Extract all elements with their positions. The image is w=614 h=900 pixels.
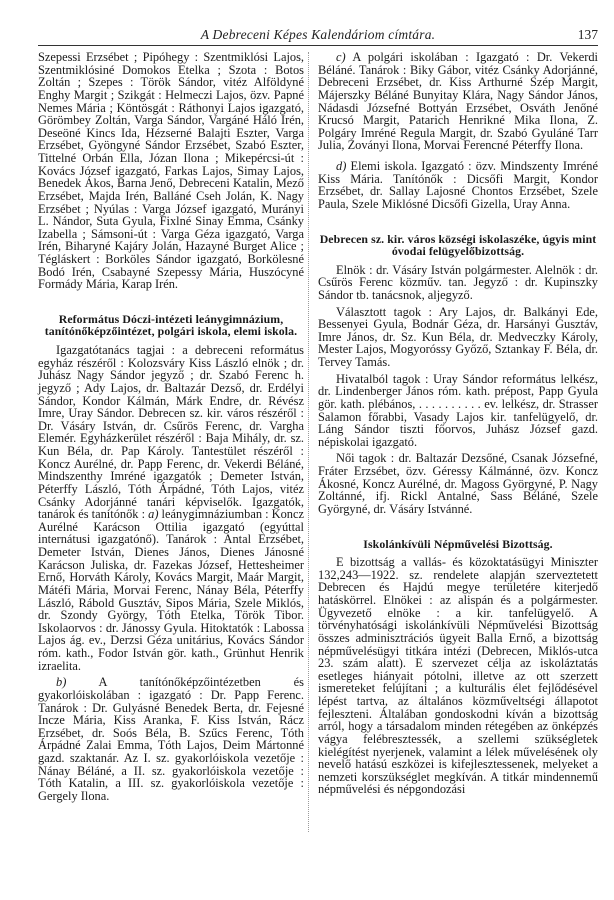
paragraph-text: A polgári iskolában : Igazgató : Dr. Vekerdi Béláné. Tanárok : Biky Gábor, vitéz Csánky Adorjánné, Debreceni Erzsébet, dr. Kiss Arthurné Szép Margit, Májerszky Béláné Bunyitay Klára, Nagy Sándor János, Nádasdi Józsefné Bottyán Erzsébet, Osváth Jenőné Krucsó Margit, Patarich Henrikné Mika Ilona, Z. Polgáry Imréné Regula Margit, dr. Szabó Gyuláné Tarr Julia, Zoványi Ilona, Morvai Ferencné Péterffy Ilona.	[318, 50, 598, 153]
running-header	[38, 27, 598, 46]
paragraph-ex-officio-members: Hivatalból tagok : Uray Sándor református lelkész, dr. Lindenberger János róm. kath. prépost, Papp Gyula gör. kath. plébános, . . . . . . . . . . ev. lelkész, dr. Strasser Salamon főrabbi, Vasady Lajos kir. tanfelügyelő, dr. Láng Sándor tiszti főorvos, Juhász József gazd. népiskolai igazgató.	[318, 371, 598, 449]
section-heading-school-board: Debrecen sz. kir. város községi iskolaszéke, úgyis mint óvodai felügyelőbizottság.	[319, 231, 597, 259]
left-column	[38, 51, 304, 803]
paragraph-civic-school	[318, 51, 598, 152]
section-heading-education-committee: Iskolánkívüli Népművelési Bizottság.	[363, 536, 553, 551]
paragraph-school-list: Szepessi Erzsébet ; Pipóhegy : Szentmiklósi Lajos, Szentmiklósiné Domokos Etelka ; Szota : Botos Zoltán ; Szepes : Török Sándor, vitéz Alföldyné Enghy Margit ; Szikgát : Helmeczi Lajos, özv. Papné Nemes Mária ; Köntösgát : Ráthonyi Lajos igazgató, Görömbey Zoltán, Varga Sándor, Vargáné Háló Irén, Deseöné Kincs Ida, Hézserné Balajti Eszter, Varga Erzsébet, Gyöngyné Sándor Erzsébet, Szabó Eszter, Tittelné Orbán Ella, Józan Ilona ; Mikepércsi-út : Kovács József igazgató, Farkas Lajos, Simay Lajos, Benedek Ákos, Barna Jenő, Debreceni Katalin, Mező Erzsébet, Majda Irén, Balláné Cseh Jolán, K. Nagy Erzsébet ; Nyúlas : Varga József igazgató, Murányi L. Nándor, Suta Gyula, Fixlné Sinay Emma, Csánky Izabella ; Sámsoni-út : Varga Géza igazgató, Varga Irén, Biharyné Kajáry Jolán, Hazayné Burget Alice ; Tégláskert : Borköles Sándor igazgató, Borkölesné Bodó Irén, Csabayné Szepessy Mária, Huszócyné Formády Mária, Karap Irén.	[38, 50, 304, 292]
list-marker-a: a)	[148, 507, 159, 522]
paragraph-board-members	[38, 344, 304, 672]
section-heading-doczi: Református Dóczi-intézeti leánygimnázium, tanítónőképzőintézet, polgári iskola, elemi iskola.	[44, 311, 298, 339]
paragraph-elected-members: Választott tagok : Ary Lajos, dr. Balkányi Ede, Bessenyei Gyula, Bodnár Géza, dr. Harsányi Gusztáv, Imre János, dr. Sz. Kun Béla, dr. Medveczky Károly, Mester Lajos, Mogyoróssy Győző, Sztankay F. Béla, dr. Tervey Tamás.	[318, 304, 598, 370]
column-divider	[308, 52, 309, 832]
right-column	[318, 51, 598, 796]
page-number: 137	[577, 27, 598, 42]
paragraph-text: A tanítónőképzőintézetben és gyakorlóiskolában : igazgató : Dr. Papp Ferenc. Tanárok : Dr. Gulyásné Benedek Berta, dr. Fejesné Incze Mária, Kiss Aranka, F. Kiss István, Rácz Erzsébet, dr. Soós Béla, B. Szűcs Ferenc, Tóth Árpádné Zalai Emma, Tóth Lajos, Deim Mártonné gazd. szaktanár. Az I. sz. gyakorlóiskola vezetője : Nánay Béláné, a II. sz. gyakorlóiskola vezetője : Tóth Katalin, a III. sz. gyakorlóiskola vezetője : Gergely Ilona.	[38, 675, 304, 803]
list-marker-c: c)	[336, 50, 346, 64]
paragraph-teacher-training	[38, 676, 304, 802]
list-marker-d: d)	[336, 159, 347, 173]
paragraph-committee-description: E bizottság a vallás- és közoktatásügyi Miniszter 132,243—1922. sz. rendelete alapján szerveztetett Debrecen és Hajdú megye területére kiterjedő hatáskörrel. Elnökei : az alispán és a polgármester. Ügyvezető elnöke : a kir. tanfelügyelő. A törvényhatósági iskolánkívüli Népművelési Bizottság összes adminisztrációs ügyeit Balla Ernő, a bizottság népművelésügyi titkára intézi (Debrecen, Miklós-utca 23. szám alatt). E szervezet célja az iskoláztatás esetleges hiányait pótolni, illetve az ott szerzett ismereteket felújítani ; a kulturális élet fejlődésével lépést tartva, az általános közműveltségi állapotot fejleszteni. Általában gondoskodni kíván a bizottság arról, hogy a társadalom minden rétegében az önképzés vágya felébresztessék, a szellemi szükségletek kielégítést nyerjenek, valamint a lélek művelésének oly nevelő hatású eszközei is kifejlesztessenek, melyeket a nemzeti korszükséglet megkíván. A titkár mindennemű népművelési és népgondozási	[318, 555, 598, 797]
paragraph-elementary-school	[318, 160, 598, 211]
paragraph-text: Elemi iskola. Igazgató : özv. Mindszenty Imréné Kiss Mária. Tanítónők : Dicsőfi Margit, Kondor Erzsébet, dr. Sallay Lajosné Chontos Erzsébet, Szele Paula, Szele Miklósné Dicsőfi Gizella, Uray Anna.	[318, 159, 598, 211]
list-marker-b: b)	[56, 675, 67, 690]
paragraph-board-officers: Elnök : dr. Vásáry István polgármester. Alelnök : dr. Csűrös Ferenc közműv. tan. Jegyző : dr. Kupinszky Sándor tb. tanácsnok, aljegyző.	[318, 262, 598, 302]
paragraph-female-members: Női tagok : dr. Baltazár Dezsőné, Csanak Józsefné, Fráter Erzsébet, özv. Géressy Kálmánné, özv. Koncz Ákosné, Koncz Aurélné, dr. Magoss Györgyné, P. Nagy Zoltánné, ifj. Rickl Antalné, Sass Béláné, Szele Györgyné, dr. Vásáry Istvánné.	[318, 451, 598, 516]
paragraph-text: leánygimnáziumban : Koncz Aurélné Karácson Ottilia igazgató (egyúttal internátusi igazgatónő). Tanárok : Antal Erzsébet, Demeter István, Dienes János, Dienes Jánosné Karácson Juliska, dr. Fazekas József, Hettesheimer Ernő, Horváth Károly, Kovács Margit, Maár Margit, Mátéfi Mária, Morvai Ferenc, Nánay Béla, Péterffy László, Rábold Gusztáv, Sipos Mária, Szele Miklós, dr. Szondy György, Tóth Etelka, Török Tibor. Iskolaorvos : dr. Jánossy Gyula. Hitoktatók : Labossa Lajos ág. ev., Derzsi Géza unitárius, Kovács Sándor róm. kath., Fodor István gör. kath., Grünhut Henrik izraelita.	[38, 507, 304, 673]
running-title: A Debreceni Képes Kalendáriom címtára.	[200, 27, 436, 42]
paragraph-text: Igazgatótanács tagjai : a debreceni református egyház részéről : Kolozsváry Kiss László elnök ; dr. Juhász Nagy Sándor jegyző ; dr. Szabó Ferenc h. jegyző ; Ady Lajos, dr. Baltazár Dezső, dr. Erdélyi Sándor, Kondor Kálmán, Márk Endre, dr. Révész Imre, Uray Sándor. Debrecen sz. kir. város részéről : Dr. Vásáry István, dr. Csűrös Ferenc, dr. Vargha Elemér. Egyházkerület részéről : Baja Mihály, dr. sz. Kun Béla, dr. Pap Károly. Tantestület részéről : Koncz Aurélné, dr. Papp Ferenc, dr. Vekerdi Béláné, Mindszenthy Imréné igazgatók ; Demeter István, Péterffy László, Tóth Árpádné, Tóth Lajos, vitéz Csánky Adorjánné tanári képviselők. Igazgatók, tanárok és tanítónők :	[38, 343, 304, 522]
